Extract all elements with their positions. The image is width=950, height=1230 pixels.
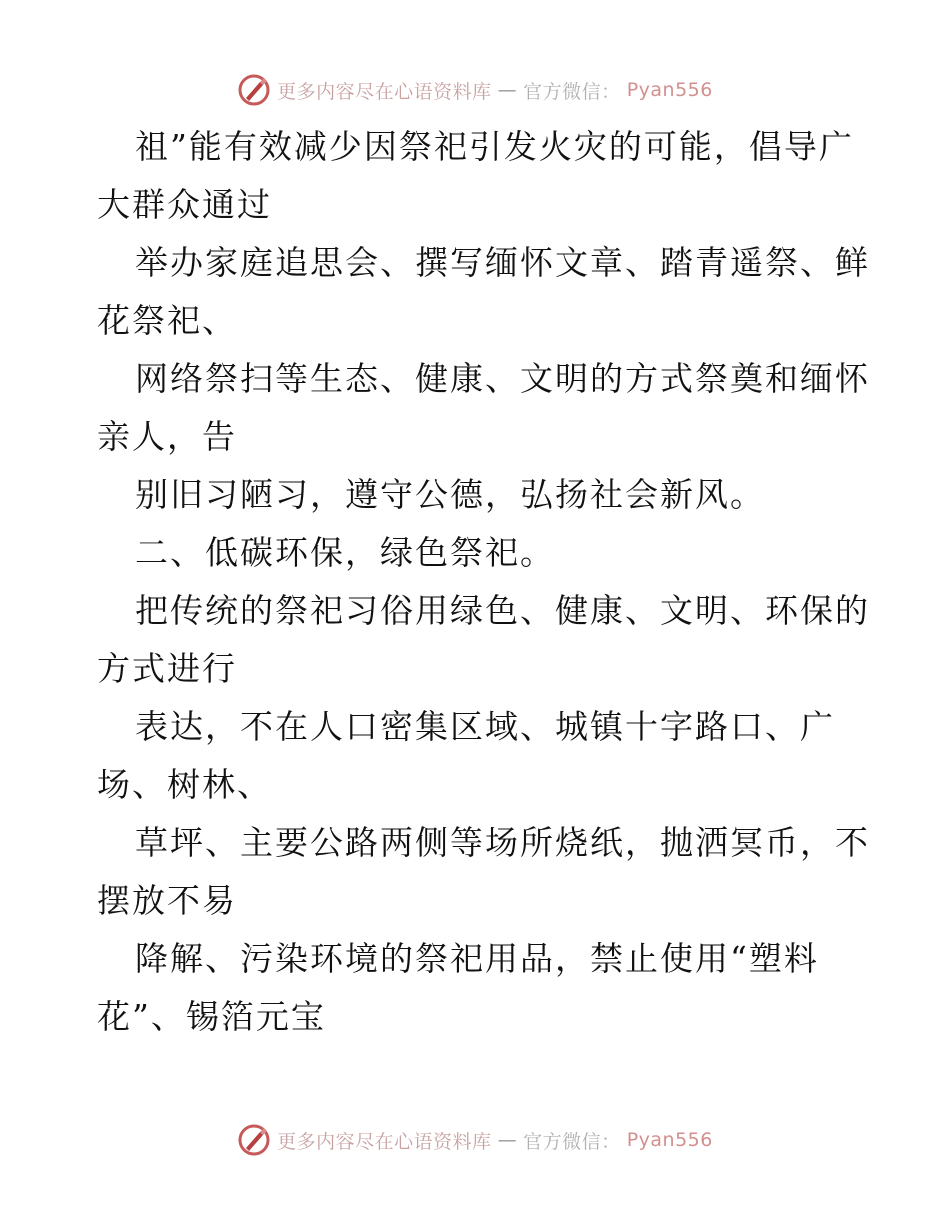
section-heading: 二、低碳环保，绿色祭祀。 (135, 533, 555, 572)
banner-label: 官方微信： (523, 80, 621, 103)
body-line-6: 亲人，告 (97, 417, 237, 456)
body-line-7: 别旧习陋习，遵守公德，弘扬社会新风。 (135, 475, 765, 514)
pen-logo-icon (237, 1123, 271, 1157)
footer-watermark-content (237, 1123, 713, 1157)
banner-wechat-id: Pyan556 (626, 79, 713, 101)
document-body (97, 118, 870, 1046)
body-line-2: 大群众通过 (97, 185, 272, 224)
body-line-1: 祖”能有效减少因祭祀引发火灾的可能，倡导广 (135, 127, 854, 166)
body-line-3: 举办家庭追思会、撰写缅怀文章、踏青遥祭、鲜 (135, 243, 870, 282)
body-line-9: 把传统的祭祀习俗用绿色、健康、文明、环保的 (135, 591, 870, 630)
body-line-12: 场、树林、 (97, 765, 272, 804)
header-watermark (0, 70, 950, 110)
banner-label: 官方微信： (523, 1130, 621, 1153)
body-line-13: 草坪、主要公路两侧等场所烧纸，抛洒冥币，不 (135, 823, 870, 862)
body-line-14: 摆放不易 (97, 881, 237, 920)
body-line-5: 网络祭扫等生态、健康、文明的方式祭奠和缅怀 (135, 359, 870, 398)
banner-dash: — (497, 79, 518, 101)
banner-dash: — (497, 1129, 518, 1151)
body-line-15: 降解、污染环境的祭祀用品，禁止使用“塑料 (135, 939, 819, 978)
banner-wechat-id: Pyan556 (626, 1129, 713, 1151)
header-watermark-content (237, 73, 713, 107)
footer-watermark (0, 1120, 950, 1160)
body-line-4: 花祭祀、 (97, 301, 237, 340)
body-line-10: 方式进行 (97, 649, 237, 688)
banner-text: 更多内容尽在心语资料库 (277, 80, 492, 103)
body-line-16: 花”、锡箔元宝 (97, 997, 326, 1036)
body-line-11: 表达，不在人口密集区域、城镇十字路口、广 (135, 707, 835, 746)
banner-text: 更多内容尽在心语资料库 (277, 1130, 492, 1153)
pen-logo-icon (237, 73, 271, 107)
